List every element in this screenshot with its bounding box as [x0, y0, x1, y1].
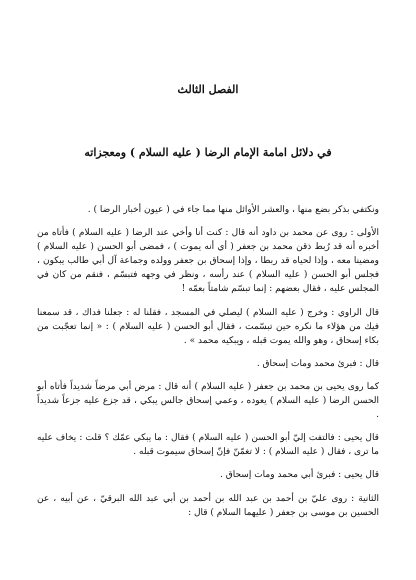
paragraph: قال يحيى : فبرئ أبي محمد ومات إسحاق .: [220, 470, 379, 481]
section-title: في دلائل امامة الإمام الرضا ( عليه السلام ) ومعجزاته: [84, 146, 332, 159]
chapter-heading: الفصل الثالث: [177, 83, 239, 96]
paragraph: الثانية : روى عليّ بن أحمد بن عبد الله بن أحمد بن أبي عبد الله البرقيّ ، عن أبيه ، عن الحسين بن موسى بن جعفر ( عليهما السلام ) قال :: [37, 493, 379, 518]
paragraph: قال : فبرئ محمد ومات إسحاق .: [256, 358, 379, 369]
paragraph: قال الراوي : وخرج ( عليه السلام ) ليصلي في المسجد ، فقلنا له : جعلنا فداك ، قد سمعنا فيك من هؤلاء ما نكره حين تبسّمت ، فقال أبو الحسن ( عليه السلام ) : « إنما تعجّبت من بكاء إسحاق ، وهو والله يموت قبله ، ويبكيه محمد » .: [37, 307, 380, 346]
body-text: [37, 203, 379, 520]
paragraph: كما روى يحيى بن محمد بن جعفر ( عليه السلام ) أنه قال : مرض أبي مرضاً شديداً فأتاه أبو الحسن الرضا ( عليه السلام ) يعوده ، وعمي إسحاق جالس يبكي ، قد جزع عليه جزعاً شديداً .: [37, 381, 379, 421]
paragraph: ونكتفي بذكر بضع منها ، والعشر الأوائل منها مما جاء في ( عيون أخبار الرضا ) .: [87, 205, 379, 215]
paragraph: قال يحيى : فالتفت إليّ أبو الحسن ( عليه السلام ) فقال : ما يبكي عمّك ؟ قلت : يخاف عليه ما ترى ، فقال ( عليه السلام ) : لا تغمّنّ فإنّ إسحاق سيموت قبله .: [37, 433, 379, 458]
paragraph: الأولى : روى عن محمد بن داود أنه قال : كنت أنا وأخي عند الرضا ( عليه السلام ) فأتاه من أخبره أنه قد رُبط ذقن محمد بن جعفر ( أي أنه يموت ) ، فمضى أبو الحسن ( عليه السلام ) ومضينا معه ، وإذا لحياه قد ربطا ، وإذا إسحاق بن جعفر وولده وجماعة آل أبي طالب يبكون ، فجلس أبو الحسن ( عليه السلام ) عند رأسه ، ونظر في وجهه فتبسّم ، فنقم من كان في المجلس عليه ، فقال بعضهم : إنما تبسّم شامتاً بعمّه !: [37, 228, 379, 295]
